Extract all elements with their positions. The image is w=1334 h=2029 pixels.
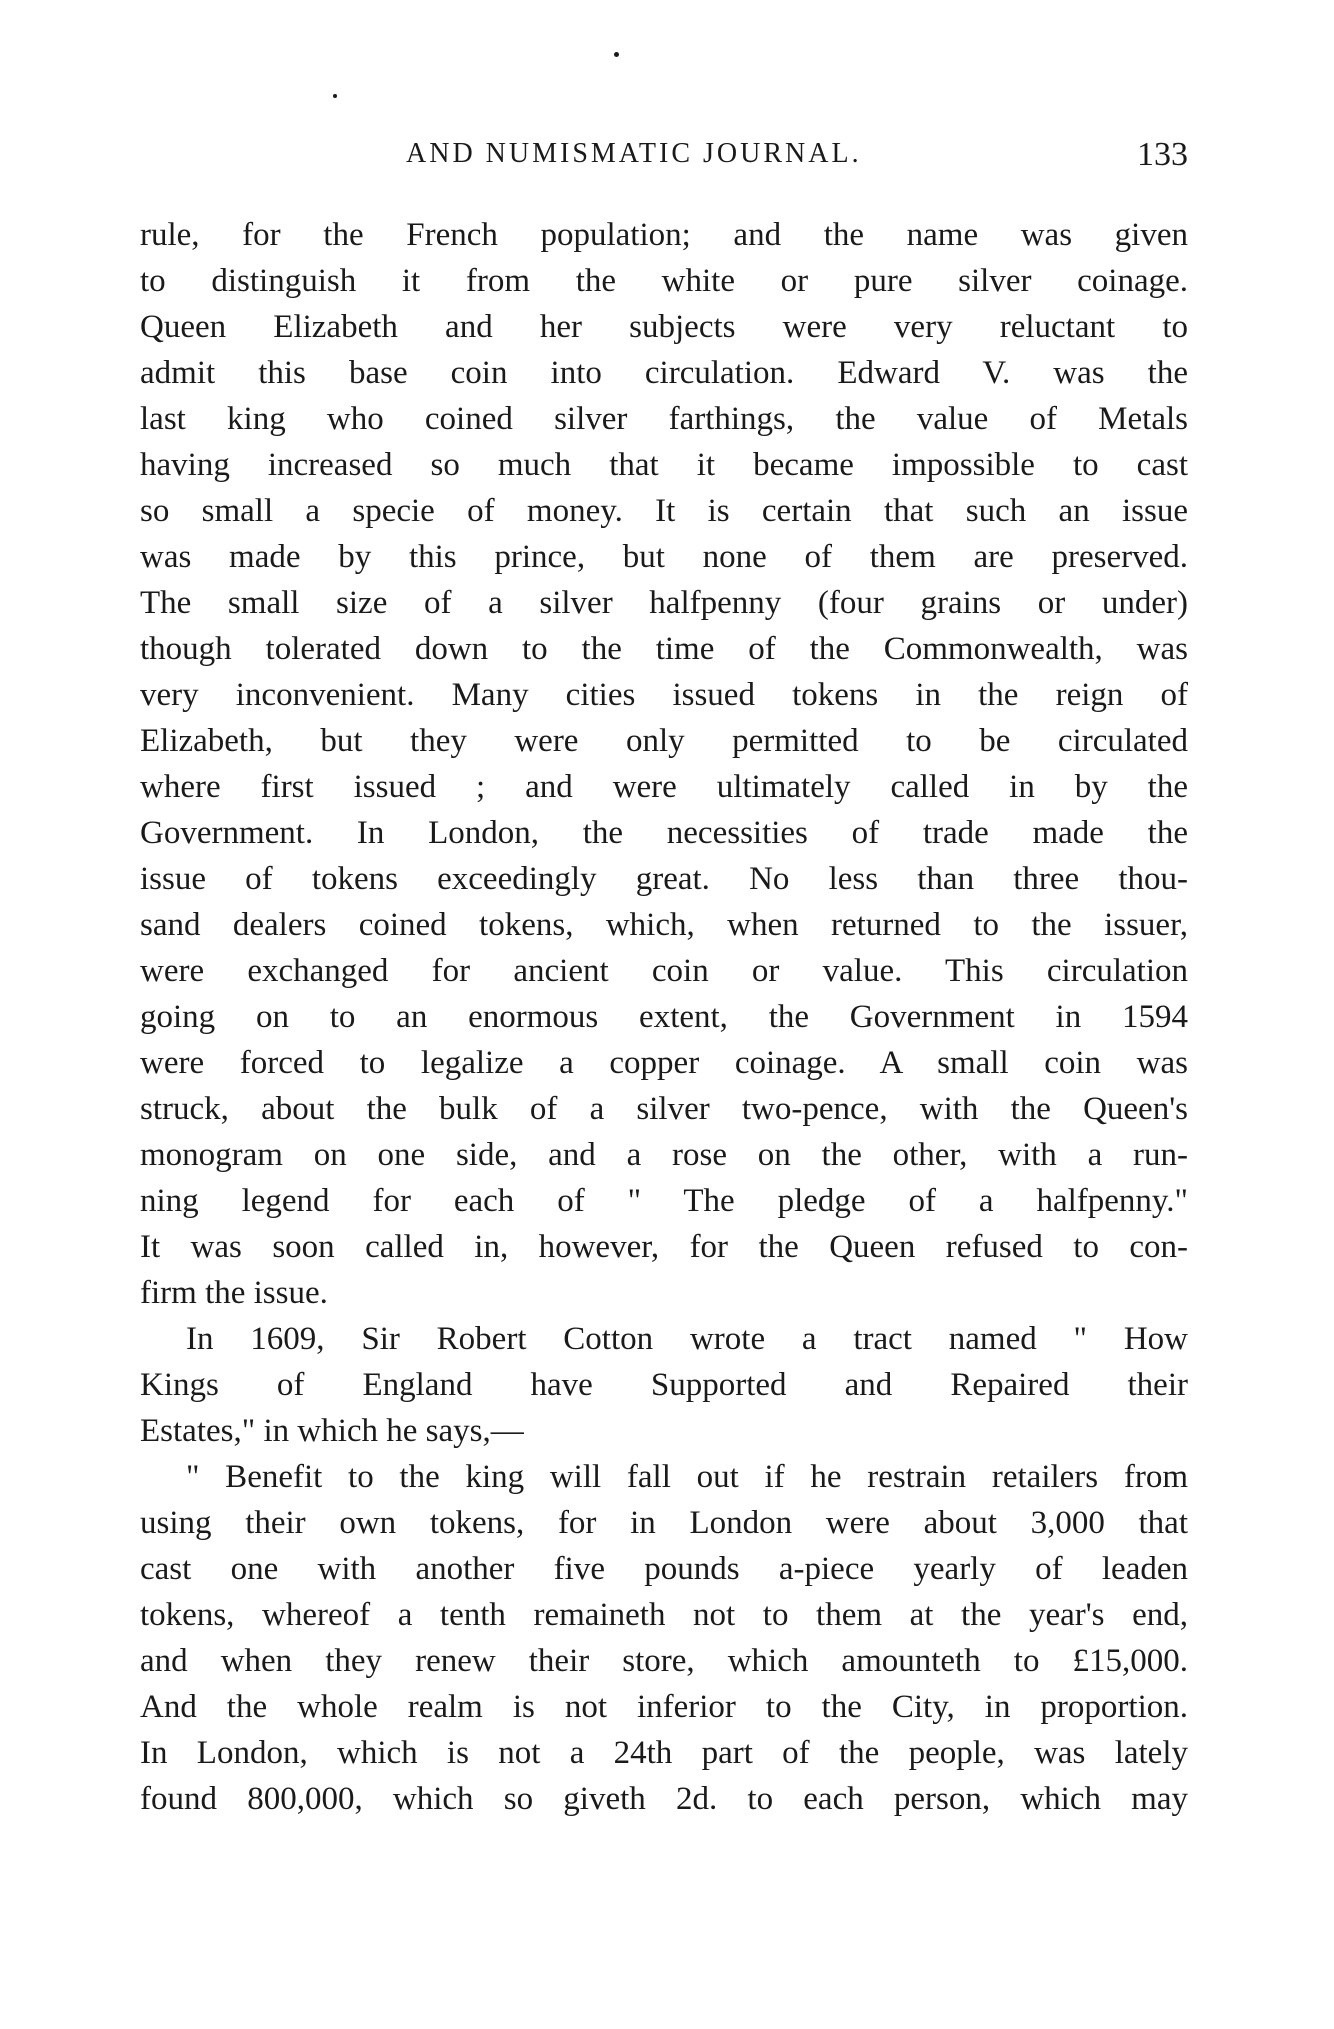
body-text xyxy=(140,212,1188,1822)
text-line: tokens, whereof a tenth remaineth not to them at the year's end, xyxy=(140,1597,1188,1633)
text-line: The small size of a silver halfpenny (four grains or under) xyxy=(140,585,1188,621)
text-line: firm the issue. xyxy=(140,1275,328,1311)
text-line: In London, which is not a 24th part of the people, was lately xyxy=(140,1735,1188,1771)
text-line: though tolerated down to the time of the Commonwealth, was xyxy=(140,631,1188,667)
text-line: to distinguish it from the white or pure silver coinage. xyxy=(140,263,1188,299)
text-line: rule, for the French population; and the name was given xyxy=(140,217,1188,253)
text-line: using their own tokens, for in London were about 3,000 that xyxy=(140,1505,1188,1541)
text-line: Elizabeth, but they were only permitted to be circulated xyxy=(140,723,1188,759)
text-line: was made by this prince, but none of them are preserved. xyxy=(140,539,1188,575)
text-line: last king who coined silver farthings, the value of Metals xyxy=(140,401,1188,437)
text-line: struck, about the bulk of a silver two-pence, with the Queen's xyxy=(140,1091,1188,1127)
text-line: Government. In London, the necessities of trade made the xyxy=(140,815,1188,851)
text-line: where first issued ; and were ultimately called in by the xyxy=(140,769,1188,805)
text-line: Estates," in which he says,— xyxy=(140,1413,524,1449)
ink-speck-top xyxy=(614,52,619,57)
text-line: were forced to legalize a copper coinage. A small coin was xyxy=(140,1045,1188,1081)
page-number: 133 xyxy=(1137,136,1188,173)
text-line: having increased so much that it became impossible to cast xyxy=(140,447,1188,483)
text-line: Kings of England have Supported and Repaired their xyxy=(140,1367,1188,1403)
page-header xyxy=(140,138,1188,178)
text-line: monogram on one side, and a rose on the other, with a run- xyxy=(140,1137,1188,1173)
text-line: In 1609, Sir Robert Cotton wrote a tract named " How xyxy=(186,1321,1188,1357)
text-line: Queen Elizabeth and her subjects were very reluctant to xyxy=(140,309,1188,345)
text-line: cast one with another five pounds a-piece yearly of leaden xyxy=(140,1551,1188,1587)
text-line: very inconvenient. Many cities issued tokens in the reign of xyxy=(140,677,1188,713)
ink-speck-left xyxy=(333,94,337,98)
text-line: and when they renew their store, which amounteth to £15,000. xyxy=(140,1643,1188,1679)
text-line: " Benefit to the king will fall out if he restrain retailers from xyxy=(186,1459,1188,1495)
text-line: sand dealers coined tokens, which, when returned to the issuer, xyxy=(140,907,1188,943)
text-line: found 800,000, which so giveth 2d. to each person, which may xyxy=(140,1781,1188,1817)
text-line: going on to an enormous extent, the Government in 1594 xyxy=(140,999,1188,1035)
text-line: It was soon called in, however, for the Queen refused to con- xyxy=(140,1229,1188,1265)
text-line: admit this base coin into circulation. Edward V. was the xyxy=(140,355,1188,391)
paragraph-3-quotation xyxy=(140,1454,1188,1822)
text-line: And the whole realm is not inferior to the City, in proportion. xyxy=(140,1689,1188,1725)
text-line: so small a specie of money. It is certain that such an issue xyxy=(140,493,1188,529)
text-line: ning legend for each of " The pledge of a halfpenny." xyxy=(140,1183,1188,1219)
running-head: AND NUMISMATIC JOURNAL. xyxy=(406,138,862,169)
paragraph-1 xyxy=(140,212,1188,1316)
paragraph-2 xyxy=(140,1316,1188,1454)
text-line: were exchanged for ancient coin or value. This circulation xyxy=(140,953,1188,989)
text-line: issue of tokens exceedingly great. No less than three thou- xyxy=(140,861,1188,897)
